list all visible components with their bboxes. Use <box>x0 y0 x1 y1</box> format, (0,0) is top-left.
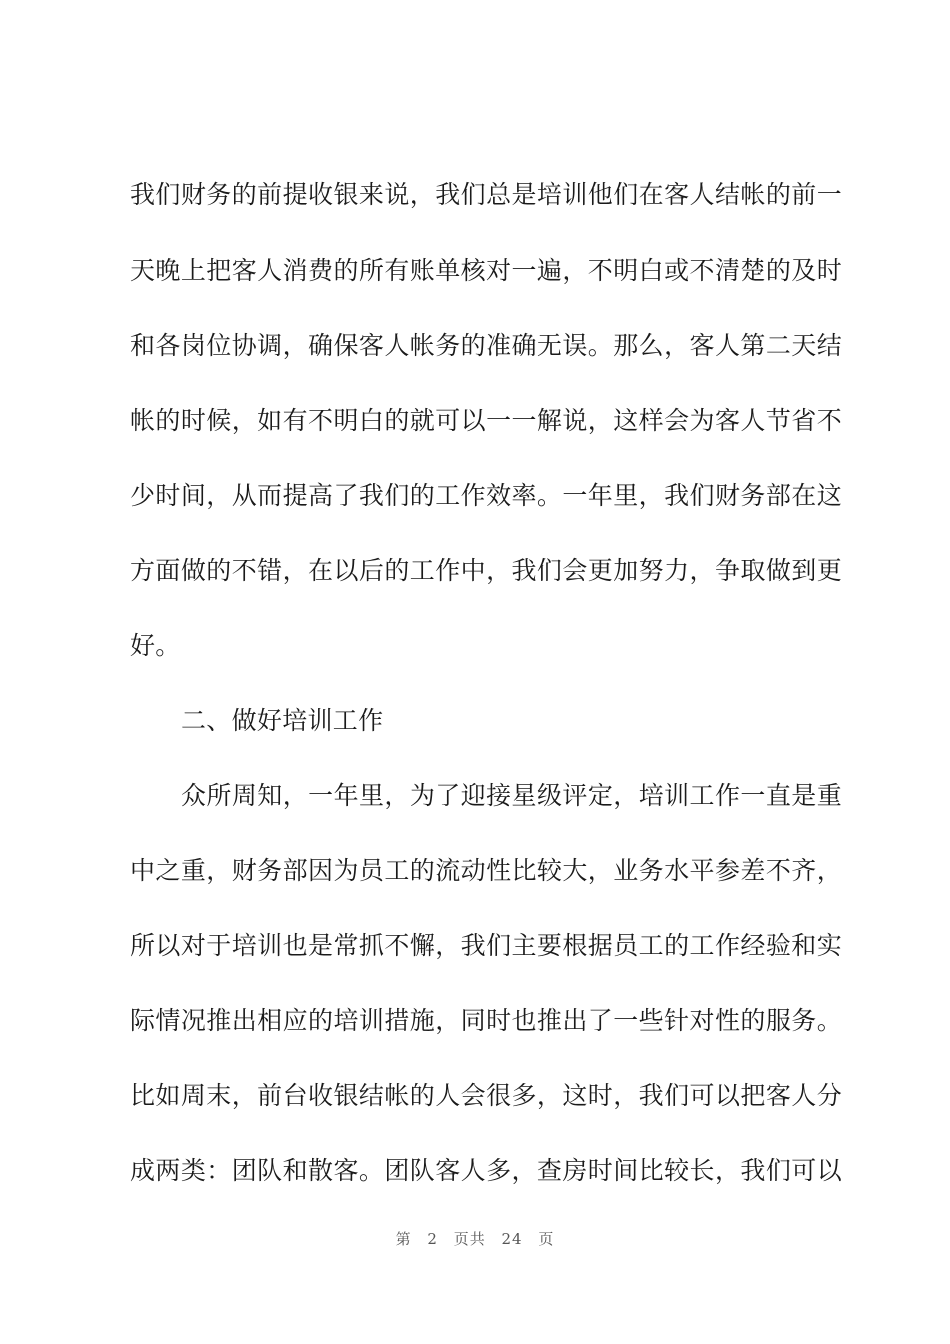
footer-prefix: 第 <box>395 1230 412 1248</box>
section-heading: 二、做好培训工作 <box>181 706 384 735</box>
footer-page-number: 2 <box>427 1230 438 1248</box>
paragraph-line: 天晚上把客人消费的所有账单核对一遍，不明白或不清楚的及时 <box>130 256 842 285</box>
paragraph-line: 好。 <box>130 631 181 660</box>
paragraph-line: 所以对于培训也是常抓不懈，我们主要根据员工的工作经验和实 <box>130 931 842 960</box>
paragraph-line: 我们财务的前提收银来说，我们总是培训他们在客人结帐的前一 <box>130 180 842 209</box>
paragraph-line: 少时间，从而提高了我们的工作效率。一年里，我们财务部在这 <box>130 481 842 510</box>
paragraph-line: 帐的时候，如有不明白的就可以一一解说，这样会为客人节省不 <box>130 406 842 435</box>
footer-middle: 页共 <box>453 1230 486 1248</box>
paragraph-line: 际情况推出相应的培训措施，同时也推出了一些针对性的服务。 <box>130 1006 842 1035</box>
footer-total-pages: 24 <box>501 1230 523 1248</box>
paragraph-line: 比如周末，前台收银结帐的人会很多，这时，我们可以把客人分 <box>130 1081 842 1110</box>
paragraph-line: 中之重，财务部因为员工的流动性比较大，业务水平参差不齐， <box>130 856 842 885</box>
paragraph-line: 众所周知，一年里，为了迎接星级评定，培训工作一直是重 <box>181 781 842 810</box>
paragraph-line: 和各岗位协调，确保客人帐务的准确无误。那么，客人第二天结 <box>130 331 842 360</box>
page-footer <box>0 1228 950 1249</box>
paragraph-line: 方面做的不错，在以后的工作中，我们会更加努力，争取做到更 <box>130 556 842 585</box>
footer-suffix: 页 <box>538 1230 555 1248</box>
paragraph-line: 成两类：团队和散客。团队客人多，查房时间比较长，我们可以 <box>130 1156 842 1185</box>
